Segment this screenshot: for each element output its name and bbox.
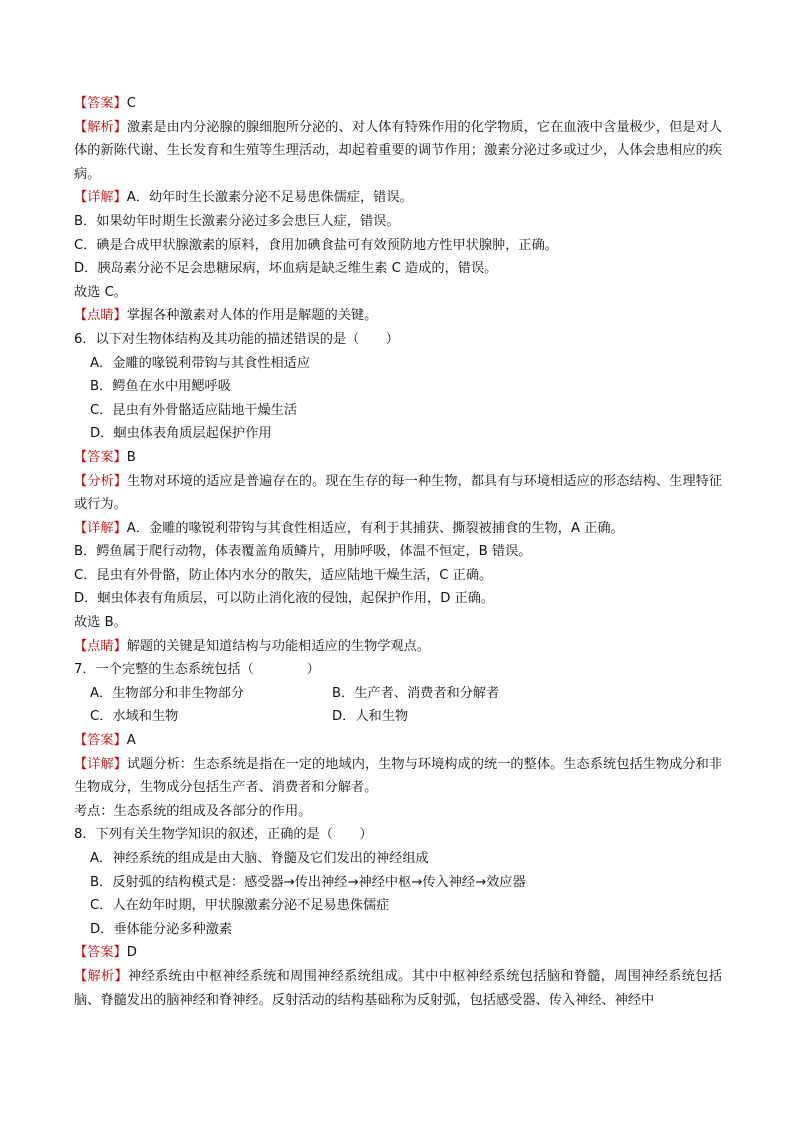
q6-detail-c: C．昆虫有外骨骼，防止体内水分的散失，适应陆地干燥生活，C 正确。 <box>74 567 493 583</box>
q7-options-row-2 <box>74 705 722 729</box>
q6-analysis <box>74 470 722 517</box>
q6-option-c: C．昆虫有外骨骼适应陆地干燥生活 <box>90 402 298 418</box>
q5-detail-c: C．碘是合成甲状腺激素的原料，食用加碘食盐可有效预防地方性甲状腺肿，正确。 <box>74 237 558 253</box>
q6-detail-d: D．蛔虫体表有角质层，可以防止消化液的侵蚀，起保护作用，D 正确。 <box>74 591 495 607</box>
answer-tag: 【答案】 <box>74 733 127 749</box>
answer-tag: 【答案】 <box>74 96 127 111</box>
q7-kaodian: 考点：生态系统的组成及各部分的作用。 <box>74 803 312 819</box>
q5-analysis-text: 激素是由内分泌腺的腺细胞所分泌的、对人体有特殊作用的化学物质，它在血液中含量极少，但是对人体的新陈代谢、生长发育和生殖等生理活动，却起着重要的调节作用；激素分泌过多或过少，人体会患相应的疾病。 <box>74 119 723 182</box>
q7-answer: A <box>126 733 136 749</box>
q8-answer: D <box>126 945 137 961</box>
q8-option-a: A．神经系统的组成是由大脑、脊髓及它们发出的神经组成 <box>90 851 429 866</box>
q6-option-a: A．金雕的喙锐利带钩与其食性相适应 <box>90 355 311 371</box>
q5-analysis <box>74 116 722 187</box>
detail-tag: 【详解】 <box>74 190 127 206</box>
answer-tag: 【答案】 <box>74 449 127 465</box>
q6-answer: B <box>126 449 136 465</box>
q7-option-c: C．水域和生物 <box>90 709 179 725</box>
q8-question: 8．下列有关生物学知识的叙述，正确的是（ ） <box>74 827 373 843</box>
q6-analysis-text: 生物对环境的适应是普遍存在的。现在生存的每一种生物，都具有与环境相适应的形态结构、生理特征或行为。 <box>74 473 723 513</box>
q5-detail-b: B．如果幼年时期生长激素分泌过多会患巨人症，错误。 <box>74 213 400 229</box>
point-tag: 【点睛】 <box>74 308 127 324</box>
q6-detail-b: B．鳄鱼属于爬行动物，体表覆盖角质鳞片，用肺呼吸，体温不恒定，B 错误。 <box>74 544 532 560</box>
q7-detail-text: 试题分析：生态系统是指在一定的地域内，生物与环境构成的统一的整体。生态系统包括生物成分和非生物成分，生物成分包括生产者、消费者和分解者。 <box>74 756 723 796</box>
document-page <box>74 92 722 1012</box>
q6-option-b: B．鳄鱼在水中用鳃呼吸 <box>90 379 231 395</box>
q7-answer-line <box>74 729 722 753</box>
q8-option-d: D．垂体能分泌多种激素 <box>90 921 233 937</box>
q5-detail-a-text: A．幼年时生长激素分泌不足易患侏儒症，错误。 <box>126 190 413 206</box>
q8-option-b: B．反射弧的结构模式是：感受器→传出神经→神经中枢→传入神经→效应器 <box>90 874 526 890</box>
q8-option-c: C．人在幼年时期，甲状腺激素分泌不足易患侏儒症 <box>90 898 390 914</box>
point-tag: 【点睛】 <box>74 638 127 654</box>
q6-choose: 故选 B。 <box>74 615 127 631</box>
q6-detail-a <box>74 517 722 541</box>
q5-choose: 故选 C。 <box>74 284 127 300</box>
q6-answer-line <box>74 446 722 470</box>
q6-point-text: 解题的关键是知道结构与功能相适应的生物学观点。 <box>126 638 431 654</box>
analysis-tag: 【解析】 <box>74 968 129 984</box>
q7-detail <box>74 753 722 800</box>
q7-option-d: D．人和生物 <box>332 709 409 725</box>
q7-option-b: B．生产者、消费者和分解者 <box>332 685 500 701</box>
q5-detail-a <box>74 186 722 210</box>
q7-option-a: A．生物部分和非生物部分 <box>90 685 245 701</box>
detail-tag: 【详解】 <box>74 756 127 772</box>
q7-options-row-1 <box>74 682 722 706</box>
q8-analysis <box>74 965 722 1012</box>
q6-question: 6．以下对生物体结构及其功能的描述错误的是（ ） <box>74 331 399 347</box>
analysis-tag: 【解析】 <box>74 119 127 135</box>
detail-tag: 【详解】 <box>74 520 127 536</box>
q5-detail-d: D．胰岛素分泌不足会患糖尿病，坏血病是缺乏维生素 C 造成的，错误。 <box>74 261 498 277</box>
analysis-tag: 【分析】 <box>74 473 127 489</box>
q5-point-text: 掌握各种激素对人体的作用是解题的关键。 <box>126 308 378 324</box>
q5-point <box>74 304 722 328</box>
q6-option-d: D．蛔虫体表角质层起保护作用 <box>90 426 272 442</box>
q5-answer: C <box>126 96 136 111</box>
q8-analysis-text: 神经系统由中枢神经系统和周围神经系统组成。其中中枢神经系统包括脑和脊髓，周围神经系统包括脑、脊髓发出的脑神经和脊神经。反射活动的结构基础称为反射弧，包括感受器、传入神经、神经中 <box>74 968 723 1008</box>
q6-detail-a-text: A．金雕的喙锐利带钩与其食性相适应，有利于其捕获、撕裂被捕食的生物，A 正确。 <box>126 520 624 536</box>
q8-answer-line <box>74 941 722 965</box>
q5-answer-line <box>74 92 722 116</box>
q7-question: 7．一个完整的生态系统包括（ ） <box>74 662 320 678</box>
answer-tag: 【答案】 <box>74 945 127 961</box>
q6-point <box>74 635 722 659</box>
